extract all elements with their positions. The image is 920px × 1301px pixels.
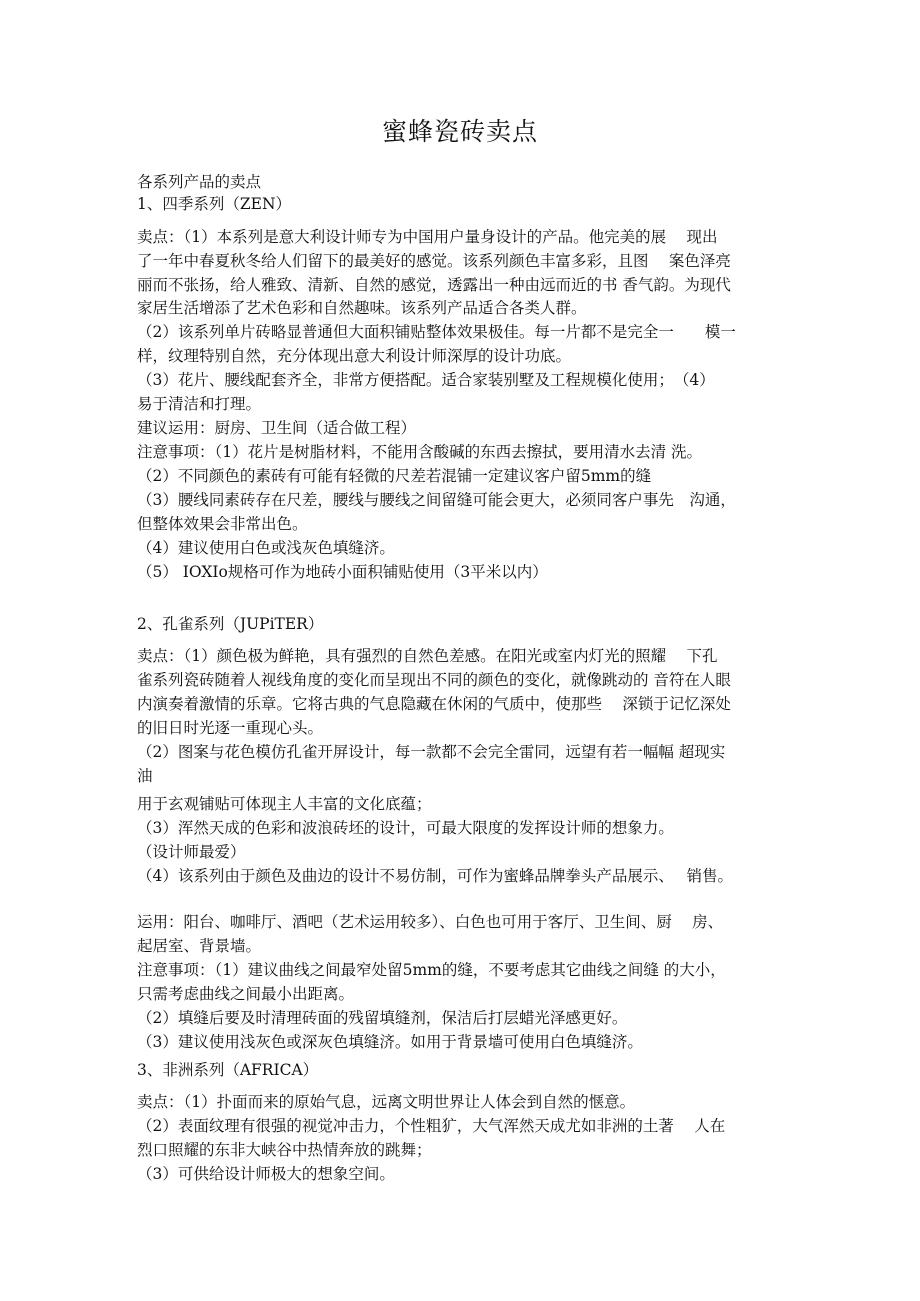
text-line: 只需考虑曲线之间最小出距离。 bbox=[137, 985, 355, 1003]
text-line: （设计师最爱） bbox=[137, 843, 246, 861]
section-heading-zen: 1、四季系列（ZEN） bbox=[137, 195, 292, 213]
text-line: 雀系列瓷砖随着人视线角度的变化而呈现出不同的颜色的变化，就像跳动的 音符在人眼 bbox=[137, 671, 731, 689]
text-line: （3）可供给设计师极大的想象空间。 bbox=[137, 1165, 395, 1183]
text-line: （2）填缝后要及时清理砖面的残留填缝剂，保洁后打层蜡光泽感更好。 bbox=[137, 1009, 628, 1027]
text-line: （3）腰线同素砖存在尺差，腰线与腰线之间留缝可能会更大，必须同客户事先 沟通， bbox=[137, 491, 736, 509]
text-line: 油 bbox=[137, 767, 153, 785]
text-line: 注意事项：（1）建议曲线之间最窄处留5mm的缝，不要考虑其它曲线之间缝 的大小， bbox=[137, 961, 726, 979]
text-line: 注意事项：（1）花片是树脂材料，不能用含酸碱的东西去擦拭，要用清水去清 洗。 bbox=[137, 443, 703, 461]
text-line: （5） IOXIo规格可作为地砖小面积铺贴使用（3平米以内） bbox=[137, 563, 548, 581]
text-line: 建议运用：厨房、卫生间（适合做工程） bbox=[137, 419, 417, 437]
text-line: （2）该系列单片砖略显普通但大面积铺贴整体效果极佳。每一片都不是完全一 模一 bbox=[137, 323, 736, 341]
text-line: 烈口照耀的东非大峡谷中热情奔放的跳舞； bbox=[137, 1141, 432, 1159]
text-line: （2）不同颜色的素砖有可能有轻微的尺差若混铺一定建议客户留5mm的缝 bbox=[137, 467, 652, 485]
text-line: 运用：阳台、咖啡厅、酒吧（艺术运用较多）、白色也可用于客厅、卫生间、厨 房、 bbox=[137, 913, 724, 931]
text-line: 起居室、背景墙。 bbox=[137, 937, 262, 955]
text-line: 的旧日时光逐一重现心头。 bbox=[137, 719, 324, 737]
text-line: 了一年中春夏秋冬给人们留下的最美好的感觉。该系列颜色丰富多彩，且图 案色泽亮 bbox=[137, 252, 731, 270]
text-line: 丽而不张扬，给人雅致、清新、自然的感觉，透露出一种由远而近的书 香气韵。为现代 bbox=[137, 276, 731, 294]
document-title: 蜜蜂瓷砖卖点 bbox=[381, 117, 538, 146]
text-line: （3）浑然天成的色彩和波浪砖坯的设计，可最大限度的发挥设计师的想象力。 bbox=[137, 819, 674, 837]
text-line: （3）花片、腰线配套齐全，非常方便搭配。适合家装别墅及工程规模化使用； （4） bbox=[137, 371, 715, 389]
section-heading-jupiter: 2、孔雀系列（JUPiTER） bbox=[137, 615, 324, 633]
text-line: 卖点：（1）颜色极为鲜艳，具有强烈的自然色差感。在阳光或室内灯光的照耀 下孔 bbox=[137, 647, 718, 665]
text-line: 各系列产品的卖点 bbox=[137, 173, 262, 191]
text-line: 样，纹理特别自然，充分体现出意大利设计师深厚的设计功底。 bbox=[137, 347, 572, 365]
section-heading-africa: 3、非洲系列（AFRICA） bbox=[137, 1061, 319, 1079]
text-line: （3）建议使用浅灰色或深灰色填缝济。如用于背景墙可使用白色填缝济。 bbox=[137, 1033, 643, 1051]
text-line: 家居生活增添了艺术色彩和自然趣味。该系列产品适合各类人群。 bbox=[137, 299, 587, 317]
text-line: 卖点：（1）扑面而来的原始气息，远离文明世界让人体会到自然的惬意。 bbox=[137, 1093, 636, 1111]
text-line: 内演奏着激情的乐章。它将古典的气息隐藏在休闲的气质中，使那些 深锁于记忆深处 bbox=[137, 695, 731, 713]
text-line: 但整体效果会非常出色。 bbox=[137, 515, 308, 533]
text-line: （2）图案与花色模仿孔雀开屏设计，每一款都不会完全雷同，远望有若一幅幅 超现实 bbox=[137, 743, 726, 761]
text-line: （2）表面纹理有很强的视觉冲击力，个性粗犷，大气浑然天成尤如非洲的土著 人在 bbox=[137, 1117, 726, 1135]
text-line: 卖点：（1）本系列是意大利设计师专为中国用户量身设计的产品。他完美的展 现出 bbox=[137, 228, 718, 246]
text-line: （4）建议使用白色或浅灰色填缝济。 bbox=[137, 539, 395, 557]
text-line: 用于玄观铺贴可体现主人丰富的文化底蕴； bbox=[137, 795, 432, 813]
text-line: （4）该系列由于颜色及曲边的设计不易仿制，可作为蜜蜂品牌拳头产品展示、 销售。 bbox=[137, 867, 734, 885]
text-line: 易于清洁和打理。 bbox=[137, 395, 262, 413]
